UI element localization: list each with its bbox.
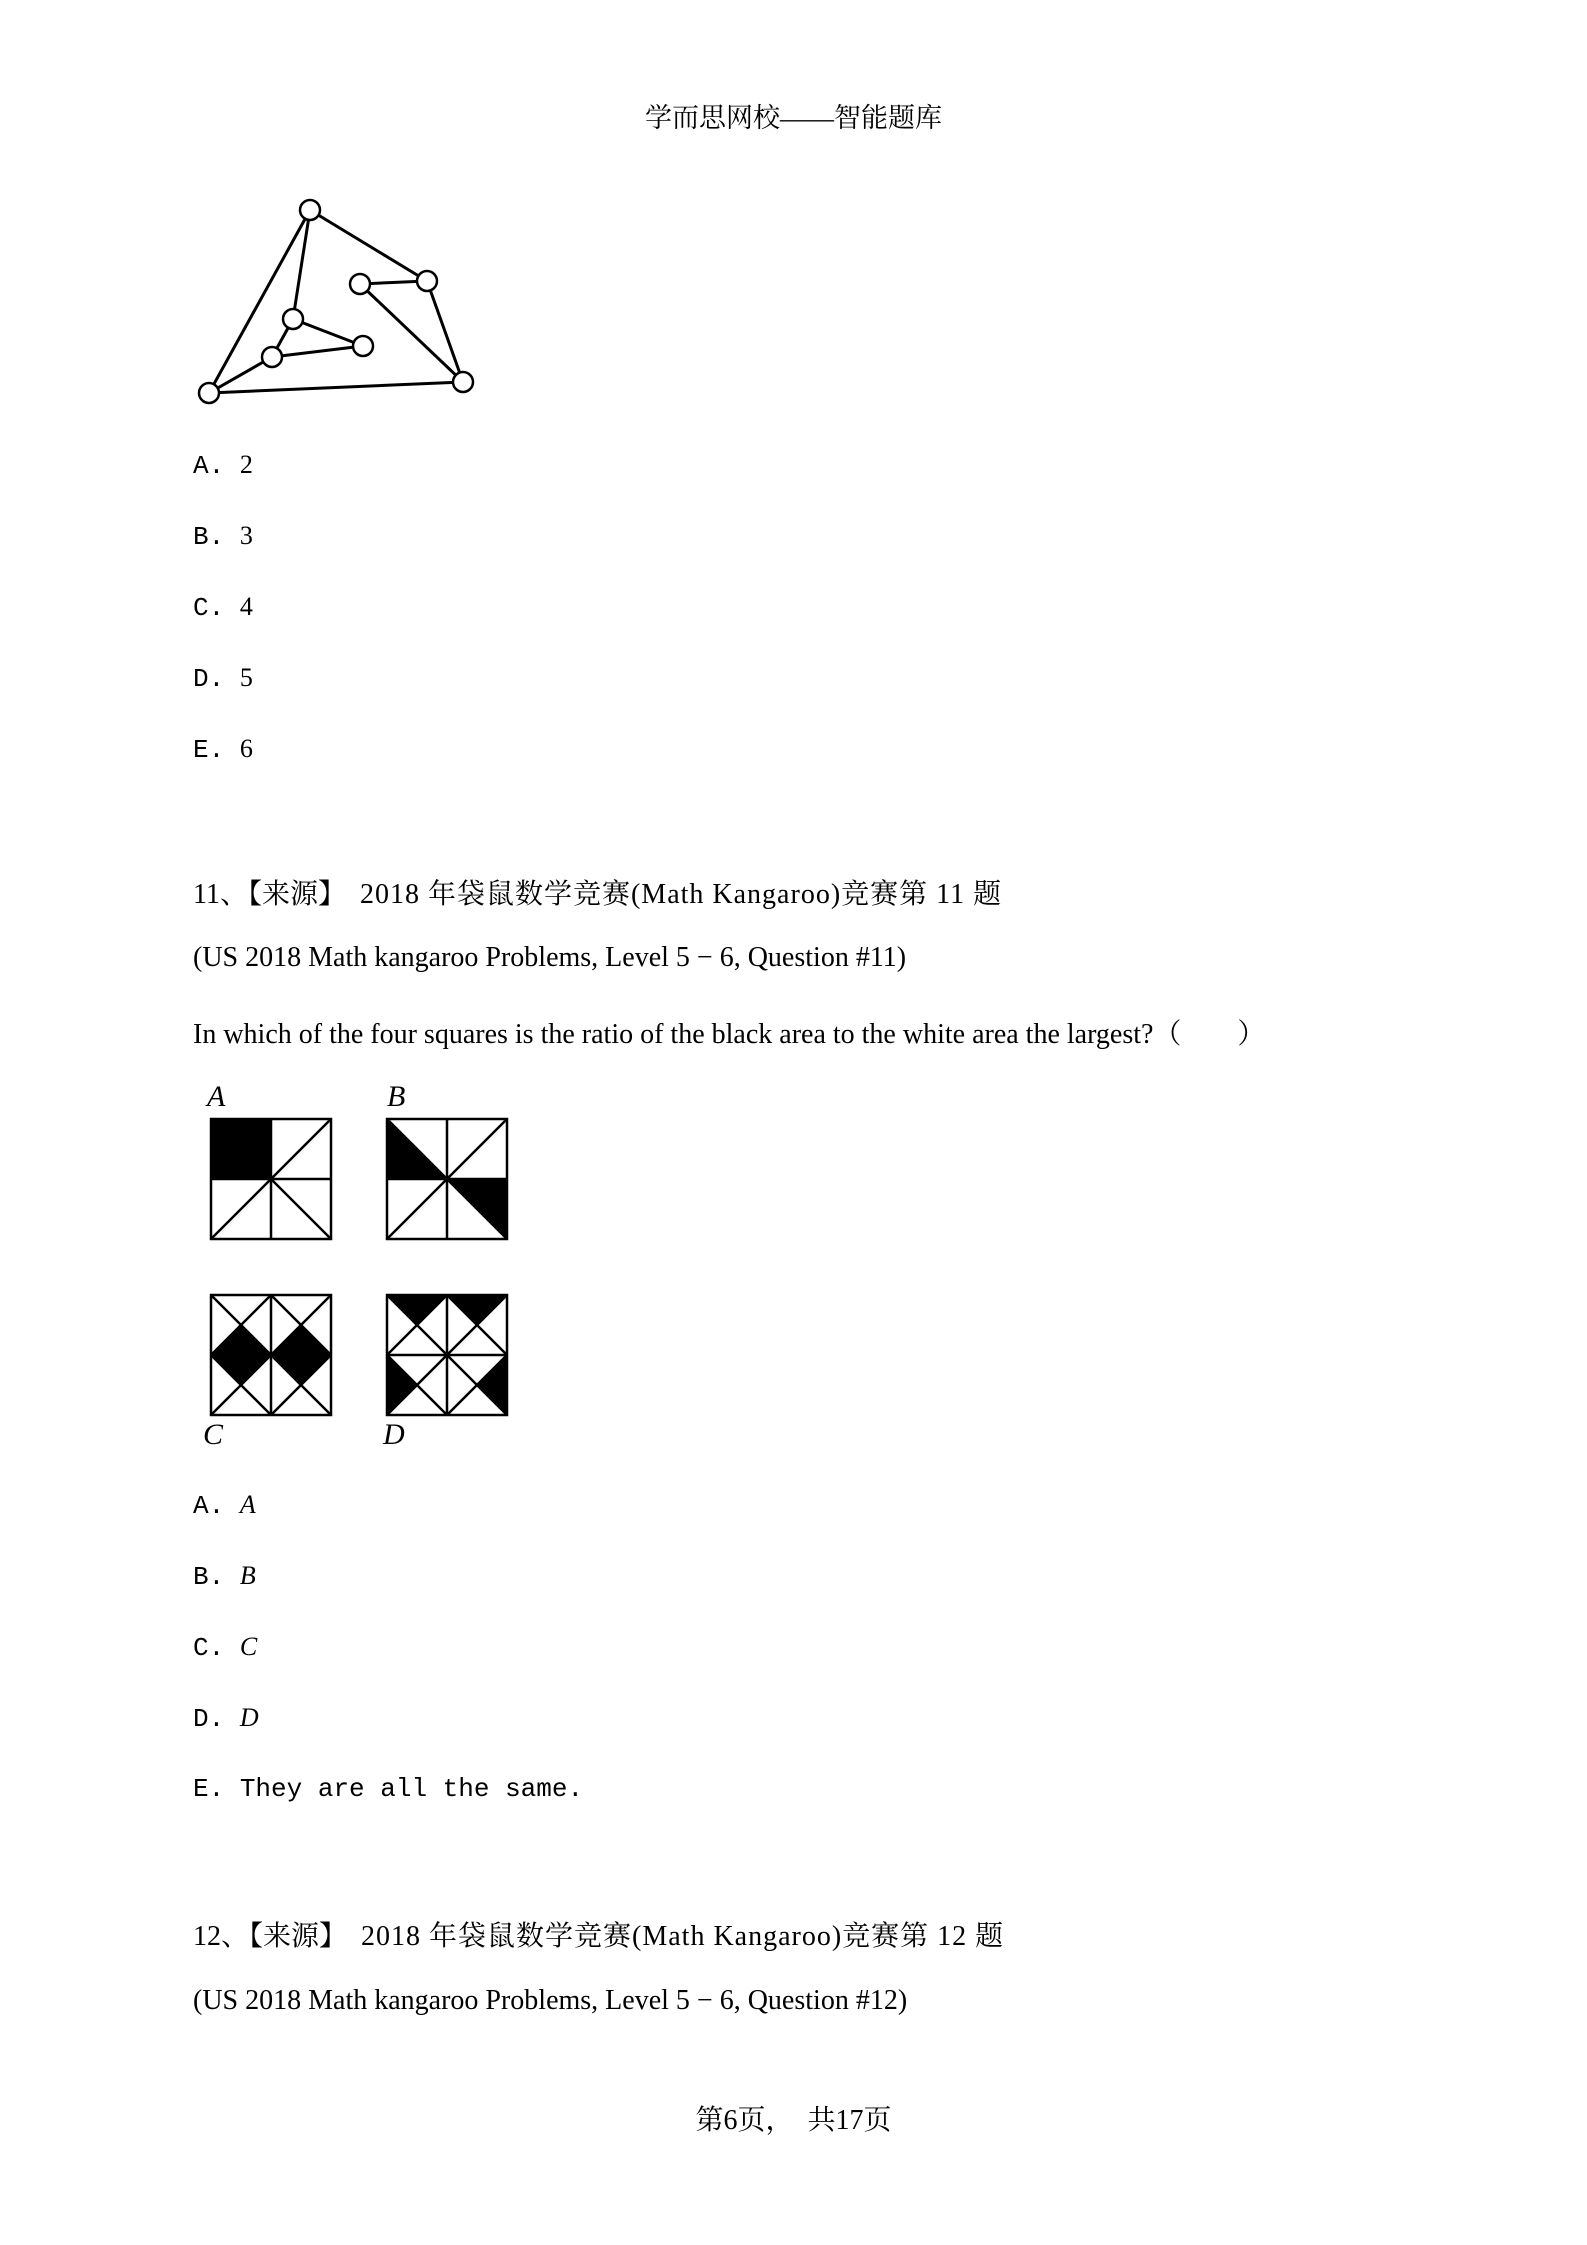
square-d-figure — [385, 1293, 509, 1417]
black-region — [387, 1355, 417, 1415]
graph-vertex — [199, 383, 219, 403]
square-label-b: B — [387, 1080, 406, 1113]
graph-edge — [310, 210, 427, 281]
q10-option-d: D. 5 — [193, 663, 253, 694]
graph-edge — [360, 284, 463, 382]
graph-edge — [293, 319, 363, 346]
page-header: 学而思网校——智能题库 — [645, 103, 942, 133]
page-footer: 第6页， 共17页 — [695, 2105, 892, 2136]
graph-vertex — [300, 200, 320, 220]
q11-question-text: In which of the four squares is the ratio of the black area to the white area the largest?（ ） — [193, 1019, 1266, 1050]
q10-option-c: C. 4 — [193, 592, 253, 623]
graph-edge — [272, 346, 363, 357]
square-label-a: A — [207, 1080, 226, 1113]
black-region — [387, 1295, 447, 1325]
square-c-figure — [209, 1293, 333, 1417]
graph-vertex — [417, 271, 437, 291]
square-a-figure — [209, 1117, 333, 1241]
square-label-c: C — [203, 1418, 224, 1451]
graph-vertex — [353, 336, 373, 356]
q10-option-e: E. 6 — [193, 734, 253, 765]
q11-option-e: E. They are all the same. — [193, 1774, 584, 1804]
q11-option-a: A. A — [193, 1490, 256, 1521]
black-region — [477, 1355, 507, 1415]
graph-vertex — [283, 309, 303, 329]
black-region — [211, 1119, 271, 1179]
black-region — [211, 1325, 271, 1385]
q12-source-line: 12、【来源】 2018 年袋鼠数学竞赛(Math Kangaroo)竞赛第 12 题 — [193, 1921, 1005, 1952]
graph-figure — [190, 190, 490, 410]
q11-option-d: D. D — [193, 1703, 259, 1734]
square-label-d: D — [383, 1418, 405, 1451]
black-region — [271, 1325, 331, 1385]
graph-vertex — [453, 372, 473, 392]
graph-edges — [209, 210, 463, 393]
q12-reference: (US 2018 Math kangaroo Problems, Level 5 − 6, Question #12) — [193, 1985, 908, 2016]
square-b-figure — [385, 1117, 509, 1241]
graph-vertex — [262, 347, 282, 367]
q11-reference: (US 2018 Math kangaroo Problems, Level 5 − 6, Question #11) — [193, 942, 907, 973]
q11-option-c: C. C — [193, 1632, 258, 1663]
q10-option-b: B. 3 — [193, 521, 253, 552]
graph-vertex — [350, 274, 370, 294]
black-region — [447, 1295, 507, 1325]
q11-source-line: 11、【来源】 2018 年袋鼠数学竞赛(Math Kangaroo)竞赛第 11 题 — [193, 879, 1003, 910]
q10-option-a: A. 2 — [193, 450, 253, 481]
q11-option-b: B. B — [193, 1561, 256, 1592]
graph-edge — [209, 382, 463, 393]
graph-vertices — [199, 200, 473, 403]
